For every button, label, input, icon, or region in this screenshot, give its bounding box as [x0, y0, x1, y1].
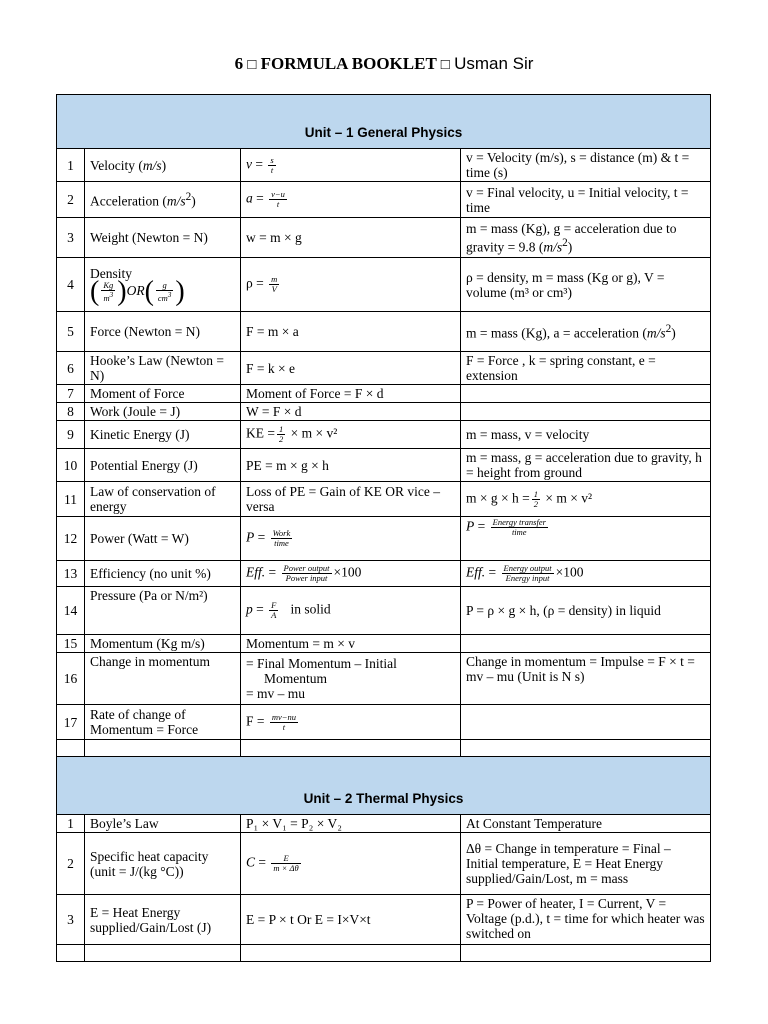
formula-cell: E = P × t Or E = I×V×t: [241, 895, 461, 945]
row-number: 15: [57, 635, 85, 653]
table-row: [57, 705, 711, 740]
table-row: [57, 385, 711, 403]
description-cell: m = mass, v = velocity: [461, 421, 711, 449]
table-row: [57, 587, 711, 635]
description-cell: m = mass, g = acceleration due to gravity, h = height from ground: [461, 449, 711, 482]
description-cell: v = Final velocity, u = Initial velocity, t = time: [461, 182, 711, 218]
description-cell: Eff. = $\frac{\text{Energy output}}{\text{Energy input}}$ ×100: [461, 561, 711, 587]
formula-cell: w = m × g: [241, 218, 461, 258]
row-number: 9: [57, 421, 85, 449]
quantity-cell: Efficiency (no unit %): [85, 561, 241, 587]
quantity-cell: Moment of Force: [85, 385, 241, 403]
title-prefix: 6: [234, 54, 244, 73]
quantity-cell: Pressure (Pa or N/m²): [85, 587, 241, 635]
table-row: [57, 182, 711, 218]
quantity-cell: Weight (Newton = N): [85, 218, 241, 258]
quantity-cell: Potential Energy (J): [85, 449, 241, 482]
description-cell: P = Power of heater, I = Current, V = Voltage (p.d.), t = time for which heater was switched on: [461, 895, 711, 945]
formula-cell: F = k × e: [241, 352, 461, 385]
table-row: [57, 895, 711, 945]
formula-cell: P = $\frac{\text{Work}}{\text{time}}$: [241, 517, 461, 561]
description-cell: P = ρ × g × h, (ρ = density) in liquid: [461, 587, 711, 635]
table-row: [57, 635, 711, 653]
formula-cell: W = F × d: [241, 403, 461, 421]
quantity-cell: Change in momentum: [85, 653, 241, 705]
row-number: 11: [57, 482, 85, 517]
table-row: [57, 653, 711, 705]
row-number: 4: [57, 258, 85, 312]
row-number: 7: [57, 385, 85, 403]
table-row: [57, 517, 711, 561]
row-number: 1: [57, 815, 85, 833]
formula-cell: KE = $\frac{1}{2}$ × m × v²: [241, 421, 461, 449]
table-row: [57, 258, 711, 312]
row-number: 5: [57, 312, 85, 352]
table-row: [57, 312, 711, 352]
row-number: 2: [57, 182, 85, 218]
description-cell: ρ = density, m = mass (Kg or g), V = volume (m³ or cm³): [461, 258, 711, 312]
row-number: 6: [57, 352, 85, 385]
formula-cell: Moment of Force = F × d: [241, 385, 461, 403]
description-cell: v = Velocity (m/s), s = distance (m) & t = time (s): [461, 149, 711, 182]
table-row: [57, 218, 711, 258]
quantity-cell: Specific heat capacity (unit = J/(kg °C)): [85, 833, 241, 895]
page-title: [0, 54, 768, 74]
table-row: [57, 482, 711, 517]
table-row: [57, 421, 711, 449]
quantity-cell: Acceleration $(m/s^2)$: [85, 182, 241, 218]
description-cell: [461, 705, 711, 740]
formula-cell: ρ = $\frac{m}{V}$: [241, 258, 461, 312]
table-row: [57, 352, 711, 385]
row-number: 1: [57, 149, 85, 182]
unit-2-heading-row: [57, 757, 711, 815]
quantity-cell: Velocity (m/s): [85, 149, 241, 182]
description-cell: [461, 385, 711, 403]
quantity-cell: Rate of change of Momentum = Force: [85, 705, 241, 740]
quantity-cell: Work (Joule = J): [85, 403, 241, 421]
formula-table: [56, 94, 711, 962]
quantity-cell: Momentum (Kg m/s): [85, 635, 241, 653]
table-row: [57, 561, 711, 587]
formula-cell: C = $\frac{E}{m \times \Delta\theta}$: [241, 833, 461, 895]
formula-cell: Loss of PE = Gain of KE OR vice – versa: [241, 482, 461, 517]
row-number: 16: [57, 653, 85, 705]
table-row: [57, 449, 711, 482]
formula-cell: p = $\frac{F}{A}$ in solid: [241, 587, 461, 635]
description-cell: [461, 403, 711, 421]
empty-row: [57, 945, 711, 962]
quantity-cell: Hooke’s Law (Newton = N): [85, 352, 241, 385]
description-cell: P = $\frac{\text{Energy transfer}}{\text{time}}$: [461, 517, 711, 561]
description-cell: F = Force , k = spring constant, e = extension: [461, 352, 711, 385]
unit-2-heading: Unit – 2 Thermal Physics: [57, 757, 711, 815]
quantity-cell: Law of conservation of energy: [85, 482, 241, 517]
row-number: 3: [57, 895, 85, 945]
row-number: 8: [57, 403, 85, 421]
formula-cell: P₁ × V₁ = P₂ × V₂: [241, 815, 461, 833]
formula-cell: Eff. = $\frac{\text{Power output}}{\text{Power input}}$ ×100: [241, 561, 461, 587]
unit-1-heading: Unit – 1 General Physics: [57, 95, 711, 149]
title-main: FORMULA BOOKLET: [260, 54, 437, 73]
formula-cell: F = $\frac{mv-nu}{t}$: [241, 705, 461, 740]
quantity-cell: Power (Watt = W): [85, 517, 241, 561]
unit-1-heading-row: [57, 95, 711, 149]
formula-cell: = Final Momentum – Initial Momentum = mv – mu: [241, 653, 461, 705]
row-number: 2: [57, 833, 85, 895]
title-separator-2: □: [440, 57, 450, 73]
quantity-cell: Force (Newton = N): [85, 312, 241, 352]
description-cell: Δθ = Change in temperature = Final – Initial temperature, E = Heat Energy supplied/Gain/Lost, m = mass: [461, 833, 711, 895]
formula-cell: F = m × a: [241, 312, 461, 352]
row-number: 14: [57, 587, 85, 635]
title-author: Usman Sir: [454, 54, 534, 73]
table-row: [57, 815, 711, 833]
empty-row: [57, 740, 711, 757]
row-number: 3: [57, 218, 85, 258]
description-cell: At Constant Temperature: [461, 815, 711, 833]
description-cell: m = mass (Kg), g = acceleration due to gravity = 9.8 $(m/s^2)$: [461, 218, 711, 258]
quantity-cell: Kinetic Energy (J): [85, 421, 241, 449]
row-number: 17: [57, 705, 85, 740]
formula-cell: a = $\frac{v-u}{t}$: [241, 182, 461, 218]
row-number: 10: [57, 449, 85, 482]
title-separator: □: [247, 57, 257, 73]
formula-cell: v = $\frac{s}{t}$: [241, 149, 461, 182]
quantity-cell: Boyle’s Law: [85, 815, 241, 833]
description-cell: m = mass (Kg), a = acceleration $(m/s^2)$: [461, 312, 711, 352]
quantity-cell: E = Heat Energy supplied/Gain/Lost (J): [85, 895, 241, 945]
description-cell: m × g × h = $\frac{1}{2}$ × m × v²: [461, 482, 711, 517]
row-number: 12: [57, 517, 85, 561]
quantity-cell: Density ( $\frac{Kg}{m^3}$ )OR( $\frac{g}{cm^3}$ ): [85, 258, 241, 312]
description-cell: [461, 635, 711, 653]
table-row: [57, 833, 711, 895]
table-row: [57, 403, 711, 421]
formula-cell: PE = m × g × h: [241, 449, 461, 482]
formula-cell: Momentum = m × v: [241, 635, 461, 653]
description-cell: Change in momentum = Impulse = F × t = mv – mu (Unit is N s): [461, 653, 711, 705]
table-row: [57, 149, 711, 182]
row-number: 13: [57, 561, 85, 587]
